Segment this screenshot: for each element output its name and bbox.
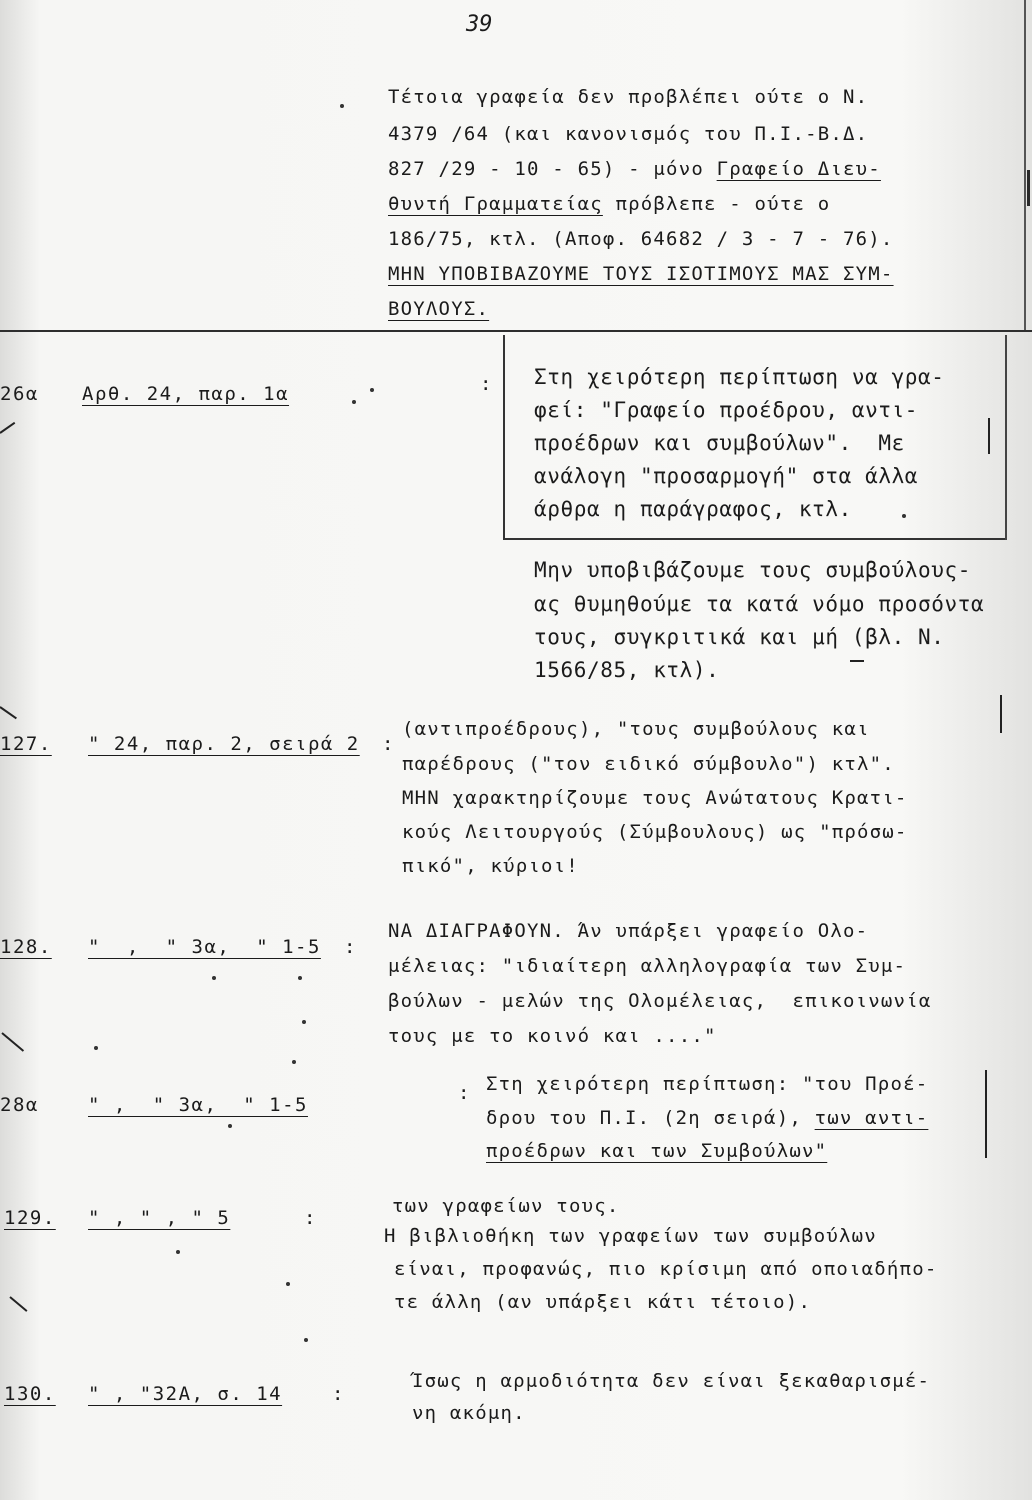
- margin-dot: [302, 1020, 306, 1024]
- item-number: [0, 733, 52, 755]
- margin-stroke: [850, 660, 864, 662]
- page-number: 39: [466, 12, 493, 37]
- margin-dot: [340, 104, 344, 108]
- item-line: βούλων - μελών της Ολομέλειας, επικοινωνία: [388, 990, 932, 1012]
- item-colon: :: [344, 936, 357, 958]
- item-number: 128.: [0, 936, 52, 958]
- item-line: πικό", κύριοι!: [402, 855, 579, 877]
- intro-line: 4379 /64 (και κανονισμός του Π.Ι.-Β.Δ.: [388, 123, 869, 145]
- boxed-note-border: [503, 538, 1005, 540]
- margin-dot: [212, 976, 216, 980]
- item-number-text: 127.: [0, 733, 52, 755]
- intro-line-text: 827 /29 - 10 - 65) - μόνο: [388, 158, 717, 180]
- intro-line: 186/75, κτλ. (Αποφ. 64682 / 3 - 7 - 76).: [388, 228, 894, 250]
- intro-line: Τέτοια γραφεία δεν προβλέπει ούτε ο Ν.: [388, 86, 869, 108]
- item-reference: Αρθ. 24, παρ. 1α: [82, 383, 290, 405]
- intro-line-emphasis: ΜΗΝ ΥΠΟΒΙΒΑΖΟΥΜΕ ΤΟΥΣ ΙΣΟΤΙΜΟΥΣ ΜΑΣ ΣΥΜ-: [388, 263, 894, 285]
- right-margin-mark: [1024, 0, 1026, 330]
- margin-dot: [902, 514, 906, 518]
- item-line: τους με το κοινό και ....": [388, 1025, 717, 1047]
- item-line: φεί: "Γραφείο προέδρου, αντι-: [534, 398, 919, 422]
- margin-bracket: [988, 418, 990, 454]
- item-reference: " 24, παρ. 2, σειρά 2: [88, 733, 360, 755]
- item-colon: :: [480, 373, 493, 395]
- item-line: ας θυμηθούμε τα κατά νόμο προσόντα: [534, 592, 985, 616]
- item-underline: των αντι-: [814, 1107, 929, 1129]
- item-reference: " , "32Α, σ. 14: [88, 1383, 283, 1405]
- intro-underline: Γραφείο Διευ-: [716, 158, 881, 180]
- margin-bracket: [985, 1070, 987, 1158]
- item-line-text: δρου του Π.Ι. (2η σειρά),: [486, 1107, 815, 1129]
- item-colon: :: [458, 1082, 471, 1104]
- margin-bracket: [1000, 695, 1002, 733]
- item-line: Στη χειρότερη περίπτωση: "του Προέ-: [486, 1073, 929, 1095]
- item-line: είναι, προφανώς, πιο κρίσιμη από οποιαδήπο-: [394, 1258, 938, 1280]
- right-margin-mark: [1027, 170, 1030, 206]
- margin-dot: [228, 1124, 232, 1128]
- margin-dot: [304, 1338, 308, 1342]
- item-line: Μην υποβιβάζουμε τους συμβούλους-: [534, 558, 972, 582]
- item-line: ανάλογη "προσαρμογή" στα άλλα: [534, 464, 919, 488]
- item-line: Η βιβλιοθήκη των γραφείων των συμβούλων: [384, 1225, 877, 1247]
- item-line: των γραφείων τους.: [392, 1195, 620, 1217]
- margin-dot: [286, 1282, 290, 1286]
- intro-line-emphasis: ΒΟΥΛΟΥΣ.: [388, 298, 490, 320]
- item-line: παρέδρους ("τον ειδικό σύμβουλο") κτλ".: [402, 753, 895, 775]
- item-number: 26α: [0, 383, 39, 405]
- item-line: 1566/85, κτλ).: [534, 658, 720, 682]
- item-number: 28α: [0, 1094, 39, 1116]
- margin-dot: [94, 1046, 98, 1050]
- intro-line: [388, 193, 830, 215]
- item-reference: " , " 3α, " 1-5: [88, 1094, 308, 1116]
- item-line: νη ακόμη.: [412, 1402, 526, 1424]
- item-line: Ίσως η αρμοδιότητα δεν είναι ξεκαθαρισμέ-: [412, 1370, 931, 1392]
- item-line: κούς Λειτουργούς (Σύμβουλους) ως "πρόσω-: [402, 821, 908, 843]
- item-line: Στη χειρότερη περίπτωση να γρα-: [534, 365, 945, 389]
- item-line: προέδρων και των Συμβούλων": [486, 1140, 828, 1162]
- item-line: άρθρα η παράγραφος, κτλ.: [534, 497, 852, 521]
- item-number: 129.: [4, 1207, 56, 1229]
- item-number: 130.: [4, 1383, 56, 1405]
- margin-dot: [292, 1060, 296, 1064]
- intro-underline: θυντή Γραμματείας: [388, 193, 603, 215]
- intro-line-text: πρόβλεπε - ούτε ο: [602, 193, 831, 215]
- item-reference: " , " 3α, " 1-5: [88, 936, 321, 958]
- item-colon: :: [304, 1207, 317, 1229]
- item-line: (αντιπροέδρους), "τους συμβούλους και: [402, 718, 870, 740]
- item-colon: :: [382, 733, 395, 755]
- margin-dot: [298, 976, 302, 980]
- item-line: μέλειας: "ιδιαίτερη αλληλογραφία των Συμ-: [388, 955, 907, 977]
- item-line: τους, συγκριτικά και μή (βλ. Ν.: [534, 625, 945, 649]
- item-line: προέδρων και συμβούλων". Με: [534, 431, 905, 455]
- item-line: [486, 1107, 928, 1129]
- item-line: τε άλλη (αν υπάρξει κάτι τέτοιο).: [394, 1291, 812, 1313]
- item-colon: :: [332, 1383, 345, 1405]
- margin-dot: [176, 1250, 180, 1254]
- page-divider: [0, 330, 1032, 332]
- item-reference: " , " , " 5: [88, 1207, 231, 1229]
- item-line: ΜΗΝ χαρακτηρίζουμε τους Ανώτατους Κρατι-: [402, 787, 908, 809]
- margin-dot: [370, 388, 374, 392]
- intro-line: [388, 158, 881, 180]
- item-line: ΝΑ ΔΙΑΓΡΑΦΟΥΝ. Άν υπάρξει γραφείο Ολο-: [388, 920, 869, 942]
- margin-dot: [352, 400, 356, 404]
